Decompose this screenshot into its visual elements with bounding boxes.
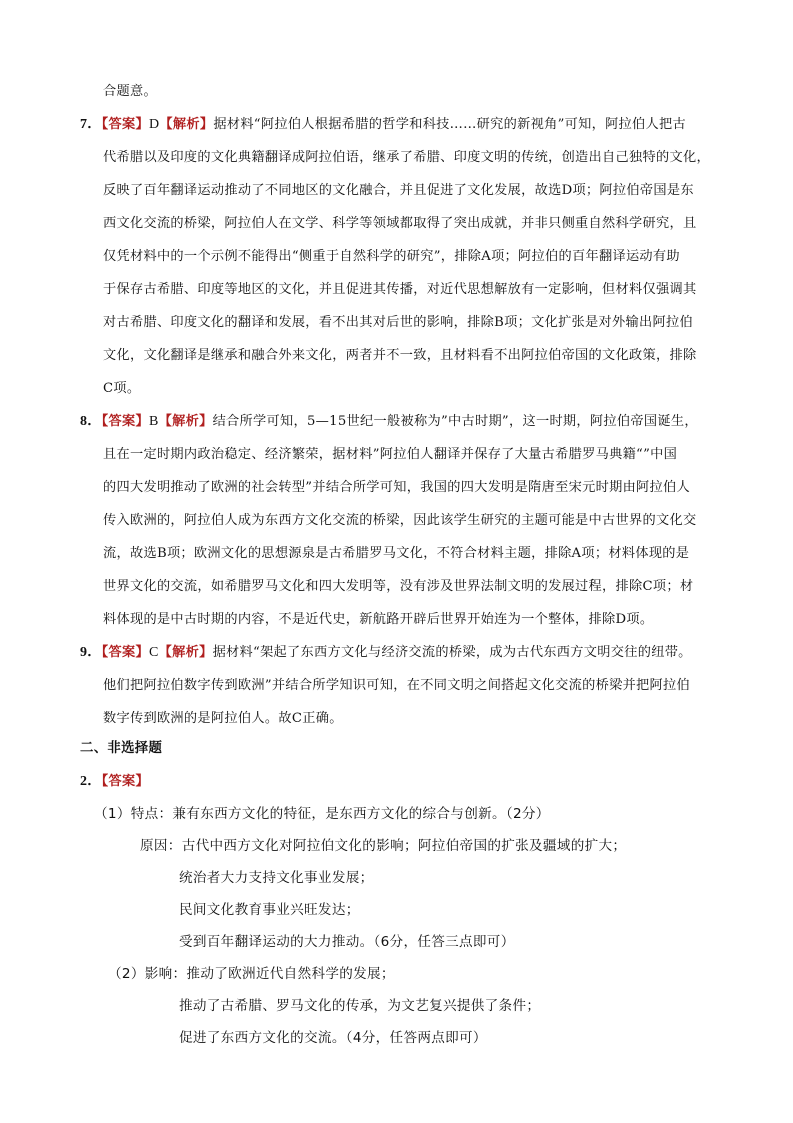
part2-label: （2）影响： — [108, 966, 187, 982]
q7-line: 于保存古希腊、印度等地区的文化，并且促进其传播，对近代思想解放有一定影响，但材料仅强调其 — [103, 282, 697, 297]
impact-item: 促进了东西方文化的交流。（4分，任答两点即可） — [179, 1030, 487, 1046]
q7-line: 代希腊以及印度的文化典籍翻译成阿拉伯语，继承了希腊、印度文明的传统，创造出自己独特的文化， — [103, 150, 710, 165]
q8-first-line — [80, 414, 698, 430]
reason-item: 民间文化教育事业兴旺发达； — [179, 902, 360, 918]
q7-line: 文化，文化翻译是继承和融合外来文化，两者并不一致，且材料看不出阿拉伯帝国的文化政策，排除 — [103, 348, 697, 363]
part1-label: （1）特点： — [94, 806, 173, 822]
q8-answer-value: B — [148, 414, 159, 429]
q8-line: 世界文化的交流，如希腊罗马文化和四大发明等，没有涉及世界法制文明的发展过程，排除C项；材 — [103, 579, 694, 594]
q9-number: 9． — [80, 645, 102, 660]
reason-item: 古代中西方文化对阿拉伯文化的影响；阿拉伯帝国的扩张及疆域的扩大； — [181, 838, 627, 854]
q7-answer-value: D — [148, 117, 160, 132]
q7-line: 仅凭材料中的一个示例不能得出“侧重于自然科学的研究”，排除A项；阿拉伯的百年翻译运动有助 — [103, 249, 680, 264]
section-heading: 二、非选择题 — [80, 741, 163, 756]
reason-line — [140, 838, 626, 854]
reason-label: 原因： — [140, 838, 182, 854]
q7-line: 反映了百年翻译运动推动了不同地区的文化融合，并且促进了文化发展，故选D项；阿拉伯帝国是东 — [103, 183, 694, 198]
q9-line: 他们把阿拉伯数字传到欧洲”并结合所学知识可知，在不同文明之间搭起文化交流的桥梁并把阿拉伯 — [103, 678, 690, 693]
section2-question-line — [80, 774, 149, 790]
q9-line: 数字传到欧洲的是阿拉伯人。故C正确。 — [103, 711, 343, 726]
impact-item: 推动了欧洲近代自然科学的发展； — [186, 966, 395, 982]
impact-item: 推动了古希腊、罗马文化的传承，为文艺复兴提供了条件； — [179, 998, 541, 1014]
q8-line: 传入欧洲的，阿拉伯人成为东西方文化交流的桥梁，因此该学生研究的主题可能是中古世界的文化交 — [103, 513, 697, 528]
q9-answer-tag: 【答案】 — [101, 645, 149, 660]
part1-line — [94, 806, 550, 822]
q7-number: 7． — [80, 117, 102, 132]
q7-line: 据材料“阿拉伯人根据希腊的哲学和科技……研究的新视角”可知，阿拉伯人把古 — [213, 117, 686, 132]
part1-text: 兼有东西方文化的特征，是东西方文化的综合与创新。（2分） — [172, 806, 550, 822]
part2-line — [108, 966, 395, 982]
q9-answer-value: C — [148, 645, 159, 660]
q8-number: 8． — [80, 414, 102, 429]
section2-q-number: 2． — [80, 774, 102, 789]
q8-answer-tag: 【答案】 — [101, 414, 149, 429]
reason-item: 受到百年翻译运动的大力推动。（6分，任答三点即可） — [179, 934, 515, 950]
q8-line: 料体现的是中古时期的内容，不是近代史，新航路开辟后世界开始连为一个整体，排除D项。 — [103, 612, 654, 627]
q7-answer-tag: 【答案】 — [101, 117, 149, 132]
section2-answer-tag: 【答案】 — [101, 774, 149, 789]
q7-line: 对古希腊、印度文化的翻译和发展，看不出其对后世的影响，排除B项；文化扩张是对外输出阿拉伯 — [103, 315, 693, 330]
q7-first-line — [80, 117, 686, 133]
q9-line: 据材料“架起了东西方文化与经济交流的桥梁，成为古代东西方文明交往的纽带。 — [212, 645, 692, 660]
q8-line: 的四大发明推动了欧洲的社会转型”并结合所学可知，我国的四大发明是隋唐至宋元时期由阿拉伯人 — [103, 480, 690, 495]
q7-line: C项。 — [103, 381, 141, 396]
q9-first-line — [80, 645, 692, 661]
q8-analysis-tag: 【解析】 — [158, 414, 213, 429]
q7-line: 西文化交流的桥梁，阿拉伯人在文学、科学等领域都取得了突出成就，并非只侧重自然科学研究，且 — [103, 216, 697, 231]
q8-line: 流，故选B项；欧洲文化的思想源泉是古希腊罗马文化，不符合材料主题，排除A项；材料体现的是 — [103, 546, 690, 561]
q8-line: 且在一定时期内政治稳定、经济繁荣，据材料”阿拉伯人翻译并保存了大量古希腊罗马典籍“”中国 — [103, 447, 678, 462]
q9-analysis-tag: 【解析】 — [158, 645, 213, 660]
q8-line: 结合所学可知，5—15世纪一般被称为”中古时期”，这一时期，阿拉伯帝国诞生， — [212, 414, 698, 429]
q7-analysis-tag: 【解析】 — [159, 117, 214, 132]
reason-item: 统治者大力支持文化事业发展； — [179, 870, 374, 886]
intro-tail-text: 合题意。 — [103, 84, 157, 99]
